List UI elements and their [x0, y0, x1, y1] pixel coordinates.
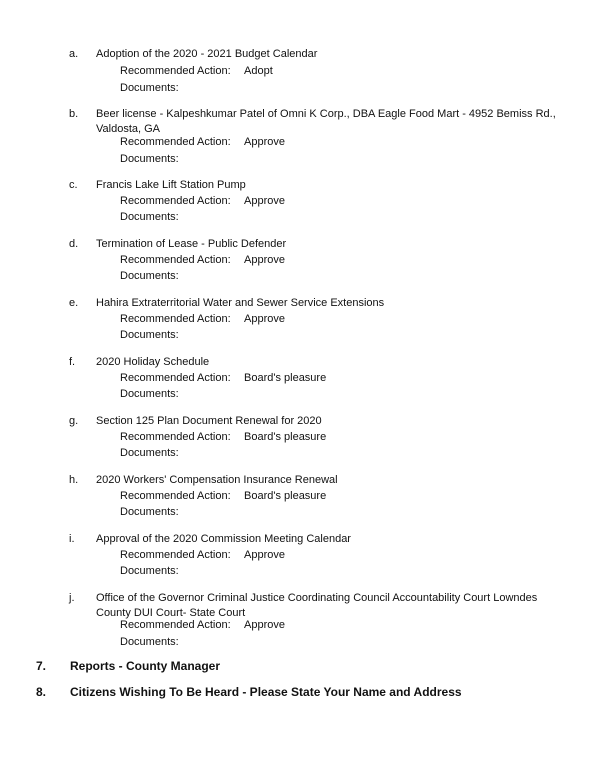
item-letter: j.	[69, 592, 75, 604]
documents-label: Documents:	[120, 82, 179, 94]
item-letter: c.	[69, 179, 78, 191]
section-8-heading	[36, 685, 462, 700]
documents-label: Documents:	[120, 270, 179, 282]
recommended-action-value: Approve	[244, 619, 285, 631]
recommended-action-label: Recommended Action:	[120, 490, 231, 502]
recommended-action-label: Recommended Action:	[120, 254, 231, 266]
item-title: Termination of Lease - Public Defender	[96, 238, 287, 250]
recommended-action-row	[120, 430, 327, 444]
item-title: Hahira Extraterritorial Water and Sewer Service Extensions	[96, 297, 385, 309]
recommended-action-row	[120, 548, 285, 562]
recommended-action-row	[120, 194, 285, 208]
recommended-action-value: Board's pleasure	[244, 372, 327, 384]
recommended-action-label: Recommended Action:	[120, 195, 231, 207]
documents-label: Documents:	[120, 153, 179, 165]
recommended-action-row	[120, 371, 327, 385]
documents-label: Documents:	[120, 329, 179, 341]
item-letter: g.	[69, 415, 79, 427]
recommended-action-label: Recommended Action:	[120, 549, 231, 561]
recommended-action-row	[120, 135, 285, 149]
item-title: Section 125 Plan Document Renewal for 2020	[96, 415, 322, 427]
recommended-action-value: Approve	[244, 136, 285, 148]
item-letter: e.	[69, 297, 79, 309]
recommended-action-label: Recommended Action:	[120, 619, 231, 631]
item-letter: i.	[69, 533, 75, 545]
documents-label: Documents:	[120, 636, 179, 648]
recommended-action-row	[120, 489, 327, 503]
recommended-action-label: Recommended Action:	[120, 313, 231, 325]
recommended-action-row	[120, 618, 285, 632]
item-letter: b.	[69, 108, 79, 120]
recommended-action-label: Recommended Action:	[120, 372, 231, 384]
item-title: 2020 Workers' Compensation Insurance Renewal	[96, 474, 338, 486]
item-title: Francis Lake Lift Station Pump	[96, 179, 246, 191]
item-letter: h.	[69, 474, 79, 486]
section-title: Reports - County Manager	[70, 659, 221, 673]
item-title: Adoption of the 2020 - 2021 Budget Calendar	[96, 48, 318, 60]
recommended-action-value: Approve	[244, 313, 285, 325]
documents-label: Documents:	[120, 447, 179, 459]
recommended-action-value: Adopt	[244, 65, 273, 77]
recommended-action-row	[120, 253, 285, 267]
recommended-action-label: Recommended Action:	[120, 65, 231, 77]
recommended-action-value: Approve	[244, 254, 285, 266]
section-7-heading	[36, 659, 221, 674]
item-title: Approval of the 2020 Commission Meeting Calendar	[96, 533, 351, 545]
item-letter: f.	[69, 356, 76, 368]
item-letter: d.	[69, 238, 79, 250]
recommended-action-value: Board's pleasure	[244, 490, 327, 502]
section-number: 7.	[36, 659, 47, 673]
recommended-action-label: Recommended Action:	[120, 431, 231, 443]
recommended-action-label: Recommended Action:	[120, 136, 231, 148]
recommended-action-row	[120, 64, 273, 78]
recommended-action-row	[120, 312, 285, 326]
documents-label: Documents:	[120, 506, 179, 518]
recommended-action-value: Approve	[244, 549, 285, 561]
item-title: 2020 Holiday Schedule	[96, 356, 210, 368]
recommended-action-value: Approve	[244, 195, 285, 207]
documents-label: Documents:	[120, 388, 179, 400]
item-title: Beer license - Kalpeshkumar Patel of Omni K Corp., DBA Eagle Food Mart - 4952 Bemiss Rd., Valdosta, GA	[96, 108, 556, 135]
section-number: 8.	[36, 685, 47, 699]
recommended-action-value: Board's pleasure	[244, 431, 327, 443]
section-title: Citizens Wishing To Be Heard - Please State Your Name and Address	[70, 685, 462, 699]
item-letter: a.	[69, 48, 79, 60]
documents-label: Documents:	[120, 565, 179, 577]
item-title: Office of the Governor Criminal Justice Coordinating Council Accountability Court Lowndes County DUI Court- State Court	[96, 592, 538, 619]
documents-label: Documents:	[120, 211, 179, 223]
